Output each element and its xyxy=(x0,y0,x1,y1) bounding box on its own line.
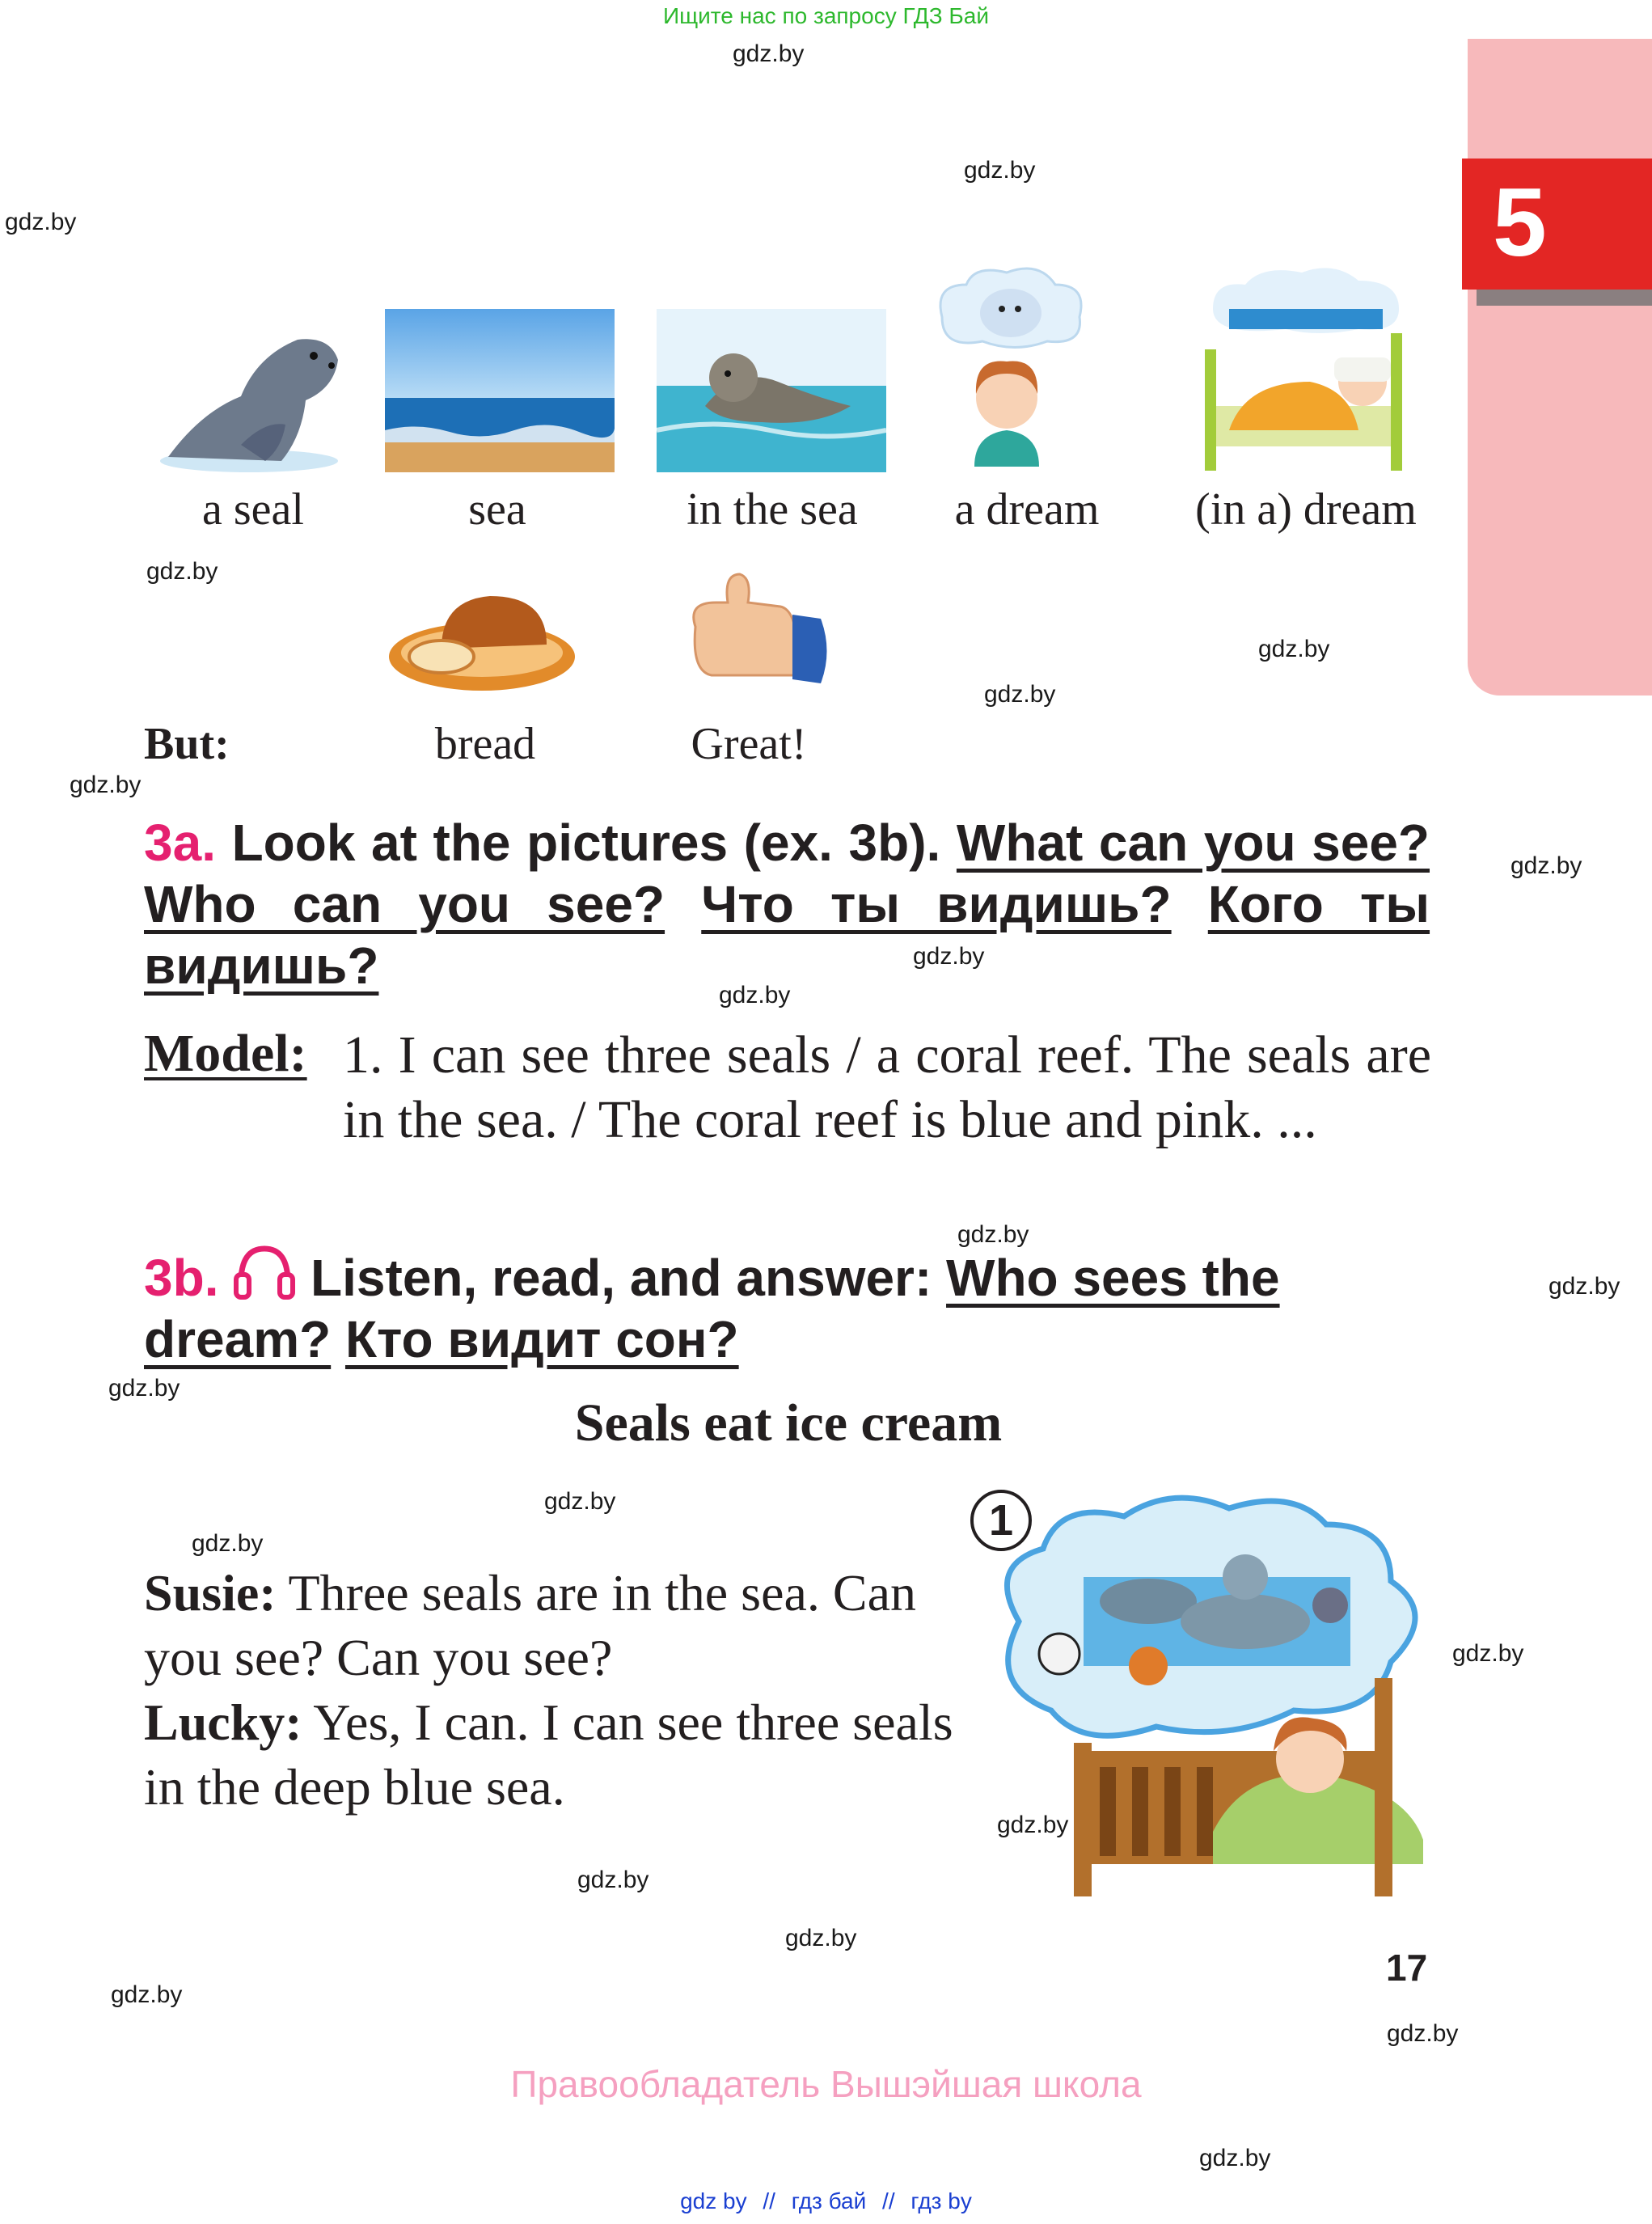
task-3a xyxy=(144,812,1430,996)
task-instruction: Listen, read, and answer: xyxy=(311,1249,932,1307)
seal-picture xyxy=(152,323,346,477)
watermark: gdz.by xyxy=(1387,2020,1459,2047)
vocab-word: (in a) dream xyxy=(1195,484,1417,535)
sea-picture xyxy=(385,309,615,472)
watermark: gdz.by xyxy=(146,558,218,585)
story-dialog xyxy=(144,1561,969,1820)
footer-link[interactable]: gdz by xyxy=(680,2188,747,2213)
story-illustration xyxy=(987,1484,1464,1913)
headphones-icon xyxy=(233,1242,296,1300)
watermark: gdz.by xyxy=(1548,1273,1620,1300)
dialog-text: Three seals are in the sea. Can you see? Can you see? xyxy=(144,1564,916,1686)
task-question: What can you see? xyxy=(956,814,1430,872)
speaker-name: Lucky: xyxy=(144,1693,302,1751)
watermark: gdz.by xyxy=(192,1530,264,1557)
footer-separator: // xyxy=(882,2188,895,2213)
girl-dreaming-picture xyxy=(1197,260,1423,472)
footer-link[interactable]: гдз by xyxy=(911,2188,972,2213)
copyright-notice: Правообладатель Вышэйшая школа xyxy=(510,2063,1142,2105)
task-question-ru: Что ты видишь? xyxy=(701,875,1172,933)
footer-link[interactable]: гдз бай xyxy=(791,2188,867,2213)
dialog-text: Yes, I can. I can see three seals in the deep blue sea. xyxy=(144,1693,953,1816)
vocab-word: sea xyxy=(468,484,526,535)
footer-separator: // xyxy=(763,2188,775,2213)
watermark: gdz.by xyxy=(70,772,142,798)
unit-badge xyxy=(1462,159,1652,290)
picture-number: 1 xyxy=(970,1490,1032,1551)
dialog-line xyxy=(144,1690,969,1820)
watermark: gdz.by xyxy=(1199,2145,1271,2171)
but-label: But: xyxy=(144,719,230,769)
vocab-word: bread xyxy=(434,719,536,769)
dialog-line xyxy=(144,1561,969,1690)
watermark: gdz.by xyxy=(1510,852,1582,879)
task-3b xyxy=(144,1242,1446,1370)
search-hint: Ищите нас по запросу ГДЗ Бай xyxy=(662,3,990,28)
bread-picture xyxy=(385,584,579,693)
model-text: 1. I can see three seals / a coral reef. The seals are in the sea. / The coral reef is blue and pink. ... xyxy=(343,1025,1431,1149)
watermark: gdz.by xyxy=(984,681,1056,708)
watermark: gdz.by xyxy=(913,943,985,970)
thumbs-up-picture xyxy=(679,570,833,691)
watermark: gdz.by xyxy=(5,209,77,235)
watermark: gdz.by xyxy=(108,1375,180,1402)
unit-side-tab xyxy=(1468,39,1652,696)
vocab-word: Great! xyxy=(691,719,807,769)
watermark: gdz.by xyxy=(1258,636,1330,662)
model-label: Model: xyxy=(144,1024,307,1083)
dream-picture xyxy=(926,260,1088,472)
task-instruction: Look at the pictures (ex. 3b). xyxy=(231,814,941,872)
watermark: gdz.by xyxy=(1452,1640,1524,1667)
unit-badge-shadow xyxy=(1477,290,1652,306)
vocab-word: a seal xyxy=(202,484,304,535)
task-question-ru: Кто видит сон? xyxy=(344,1310,739,1368)
story-title: Seals eat ice cream xyxy=(574,1393,1003,1452)
vocab-word: a dream xyxy=(954,484,1100,535)
unit-number: 5 xyxy=(1493,168,1547,277)
task-number: 3a. xyxy=(144,814,216,872)
watermark: gdz.by xyxy=(733,40,805,67)
watermark: gdz.by xyxy=(785,1925,857,1951)
watermark: gdz.by xyxy=(577,1867,649,1893)
task-number: 3b. xyxy=(144,1249,219,1307)
seal-in-sea-picture xyxy=(657,309,886,472)
watermark: gdz.by xyxy=(719,982,791,1008)
task-question: Who can you see? xyxy=(144,875,665,933)
task-question: Who sees the dream? xyxy=(144,1249,1280,1368)
page-number: 17 xyxy=(1386,1947,1428,1989)
watermark: gdz.by xyxy=(997,1812,1069,1838)
watermark: gdz.by xyxy=(957,1221,1029,1248)
watermark: gdz.by xyxy=(964,157,1036,184)
watermark: gdz.by xyxy=(111,1981,183,2008)
vocab-word: in the sea xyxy=(687,484,858,535)
task-question-ru: Кого ты видишь? xyxy=(144,875,1430,995)
footer-links xyxy=(0,2188,1652,2214)
speaker-name: Susie: xyxy=(144,1564,277,1621)
watermark: gdz.by xyxy=(544,1488,616,1515)
